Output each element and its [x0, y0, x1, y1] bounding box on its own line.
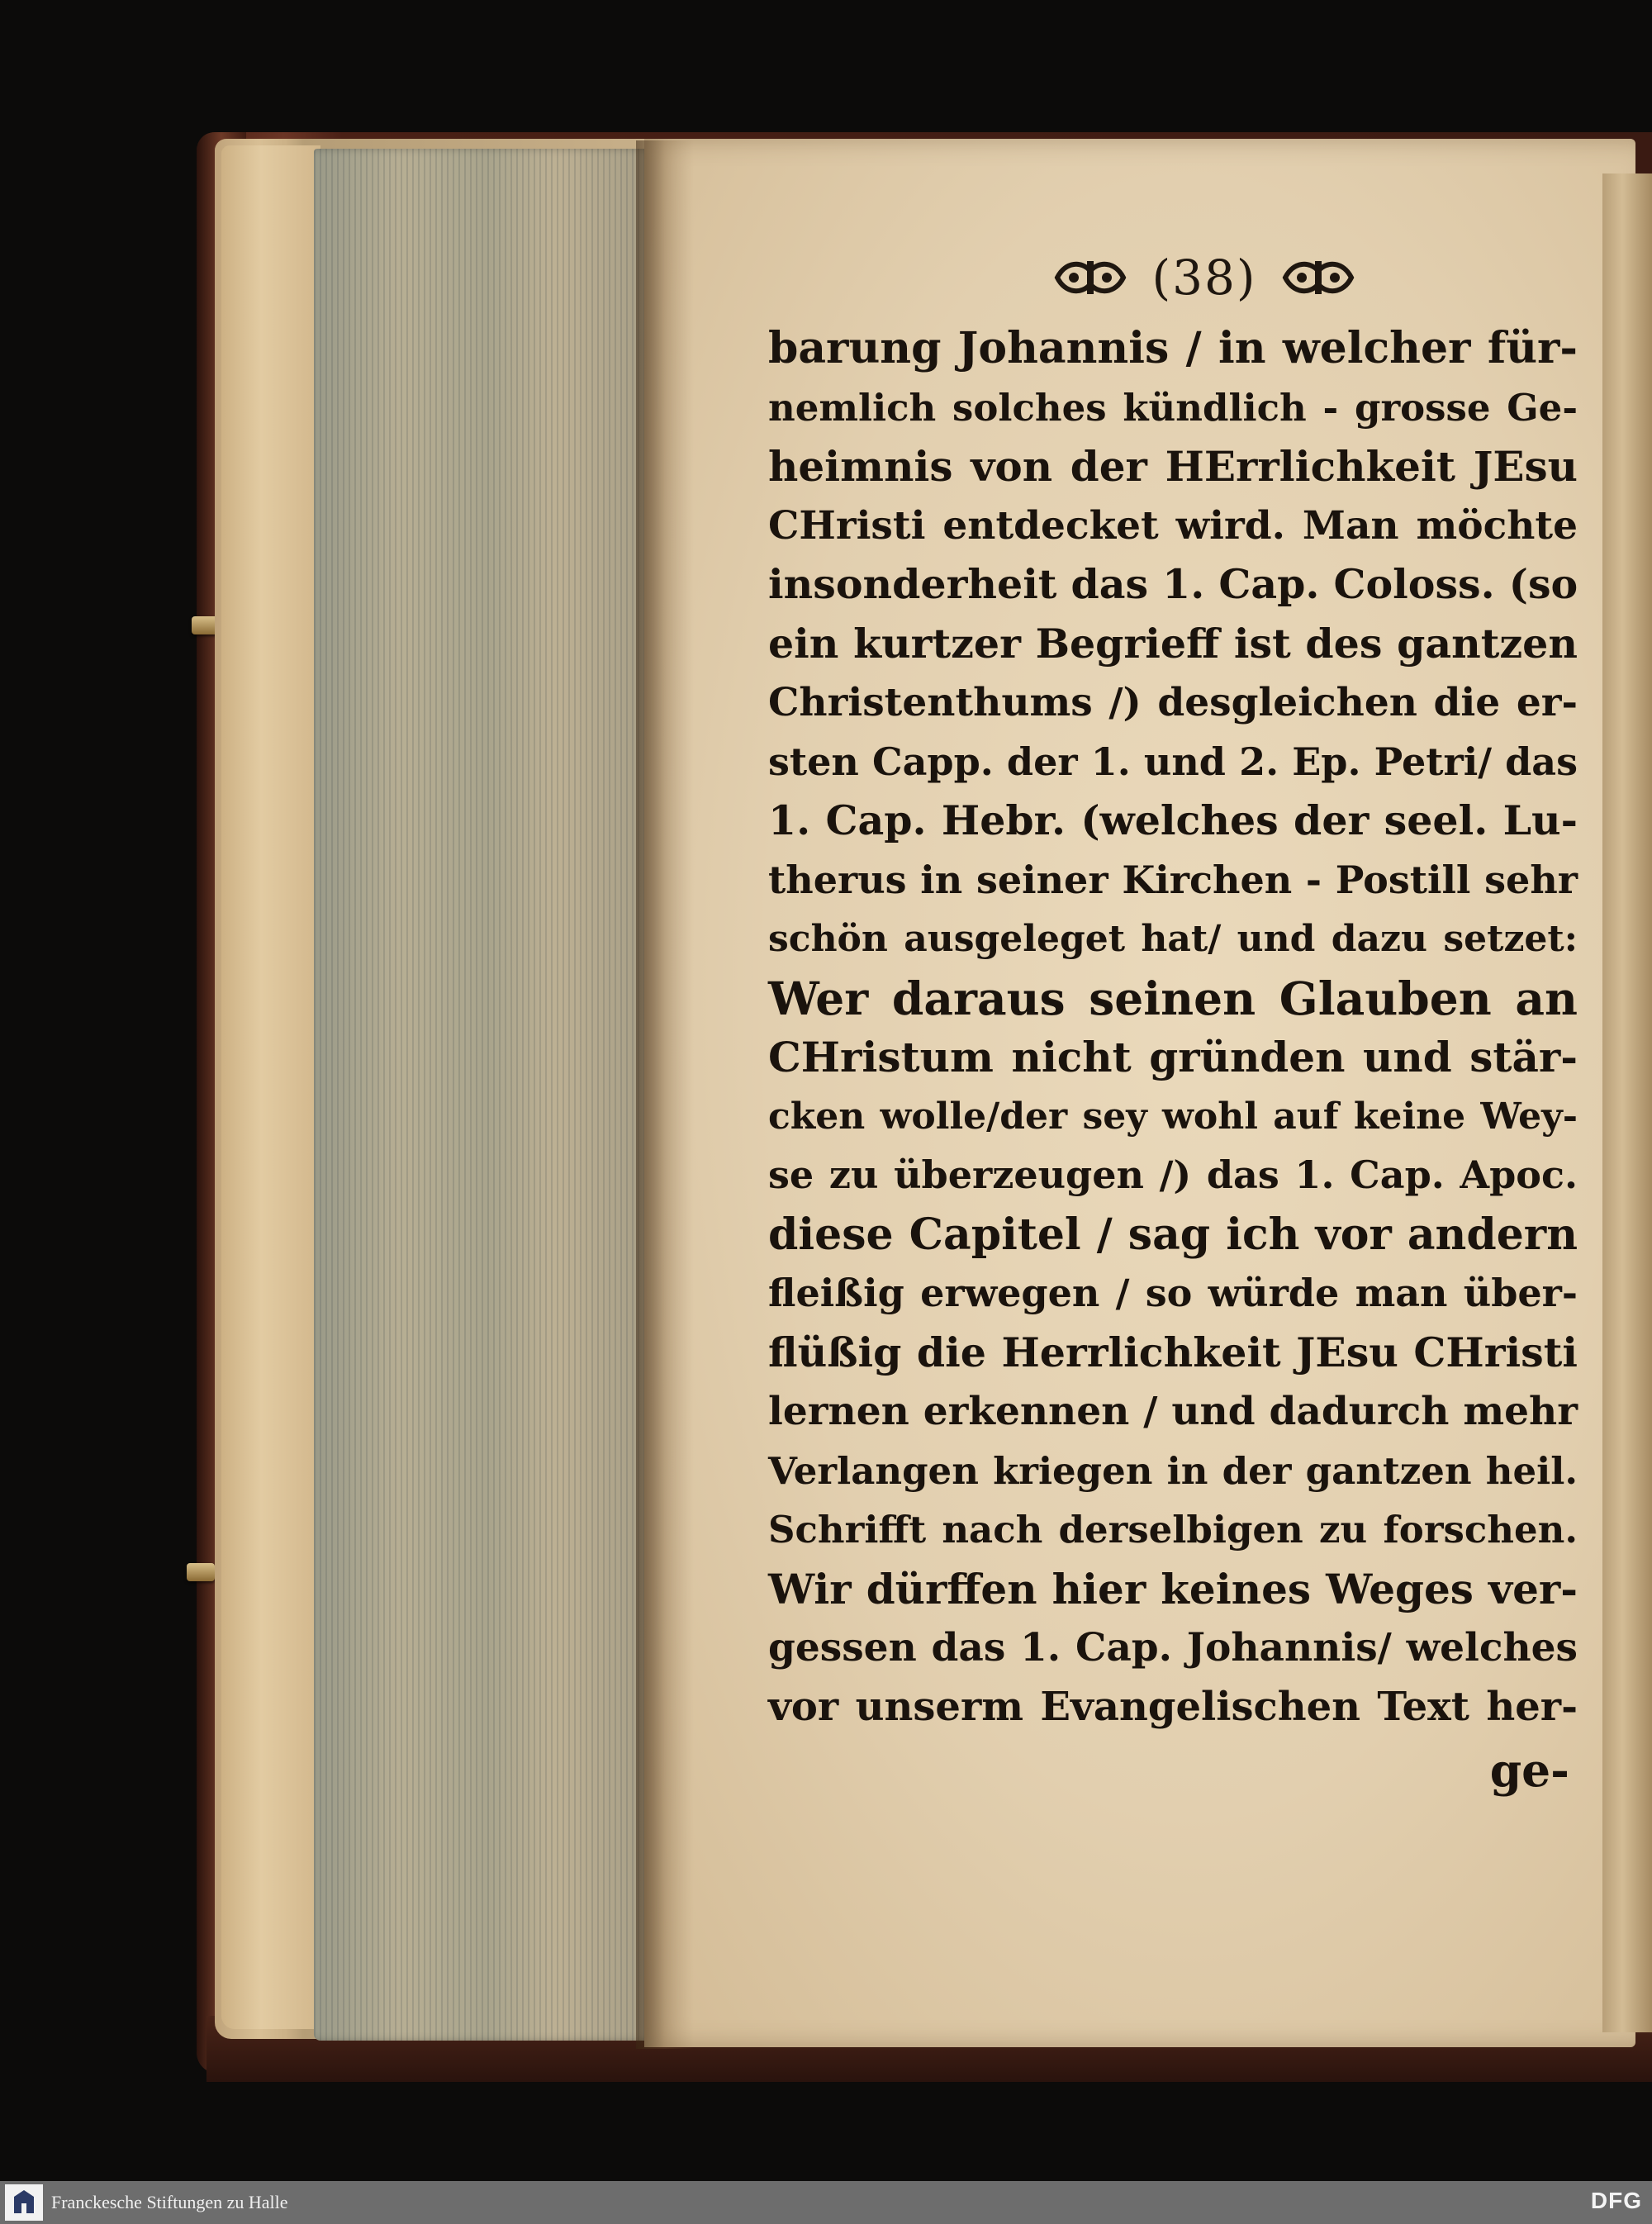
- text-line: barung Johannis / in welcher für-: [768, 323, 1578, 373]
- text-line: Schrifft nach derselbigen zu forschen.: [768, 1508, 1578, 1552]
- ornament-right-icon: [1277, 253, 1360, 302]
- institution-name: Franckesche Stiftungen zu Halle: [51, 2192, 288, 2212]
- footer-bar: [0, 2181, 1652, 2224]
- text-line: flüßig die Herrlichkeit JEsu CHristi: [768, 1328, 1578, 1376]
- catchword: ge-: [1489, 1743, 1569, 1797]
- text-line: diese Capitel / sag ich vor andern: [768, 1209, 1578, 1260]
- text-line: vor unserm Evangelischen Text her-: [768, 1683, 1578, 1730]
- text-line: cken wolle/der sey wohl auf keine Wey-: [768, 1095, 1578, 1138]
- text-line: Christenthums /) desgleichen die er-: [768, 680, 1578, 725]
- next-page-edge: [1602, 173, 1652, 2032]
- text-line: insonderheit das 1. Cap. Coloss. (so: [768, 560, 1578, 608]
- text-line: lernen erkennen / und dadurch mehr: [768, 1389, 1578, 1434]
- body-text: [768, 319, 1578, 1737]
- page-edges: [314, 149, 661, 2041]
- text-line: CHristum nicht gründen und stär-: [768, 1033, 1578, 1081]
- brass-clasp-icon: [187, 1563, 215, 1581]
- text-line: sten Capp. der 1. und 2. Ep. Petri/ das: [768, 739, 1578, 784]
- institution-logo-icon: [5, 2184, 43, 2221]
- text-line: Wer daraus seinen Glauben an: [768, 971, 1578, 1025]
- text-line: schön ausgeleget hat/ und dazu setzet:: [768, 918, 1578, 960]
- text-line: se zu überzeugen /) das 1. Cap. Apoc.: [768, 1152, 1578, 1197]
- text-line: gessen das 1. Cap. Johannis/ welches: [768, 1625, 1578, 1670]
- text-line: fleißig erwegen / so würde man über-: [768, 1271, 1578, 1315]
- funder-logo: DFG: [1590, 2188, 1642, 2213]
- ornament-left-icon: [1049, 253, 1132, 302]
- flyleaf: [221, 145, 320, 2029]
- gutter-shadow: [636, 140, 694, 2049]
- text-line: ein kurtzer Begrieff ist des gantzen: [768, 619, 1578, 668]
- page-number: (38): [1151, 249, 1257, 306]
- text-line: nemlich solches kündlich - grosse Ge-: [768, 385, 1578, 430]
- text-line: therus in seiner Kirchen - Postill sehr: [768, 857, 1578, 902]
- text-line: heimnis von der HErrlichkeit JEsu: [768, 442, 1578, 491]
- text-line: Wir dürffen hier keines Weges ver-: [768, 1564, 1578, 1613]
- text-line: 1. Cap. Hebr. (welches der seel. Lu-: [768, 796, 1578, 844]
- text-line: Verlangen kriegen in der gantzen heil.: [768, 1448, 1578, 1493]
- text-line: CHristi entdecket wird. Man möchte: [768, 502, 1578, 549]
- page-header: [1023, 245, 1386, 311]
